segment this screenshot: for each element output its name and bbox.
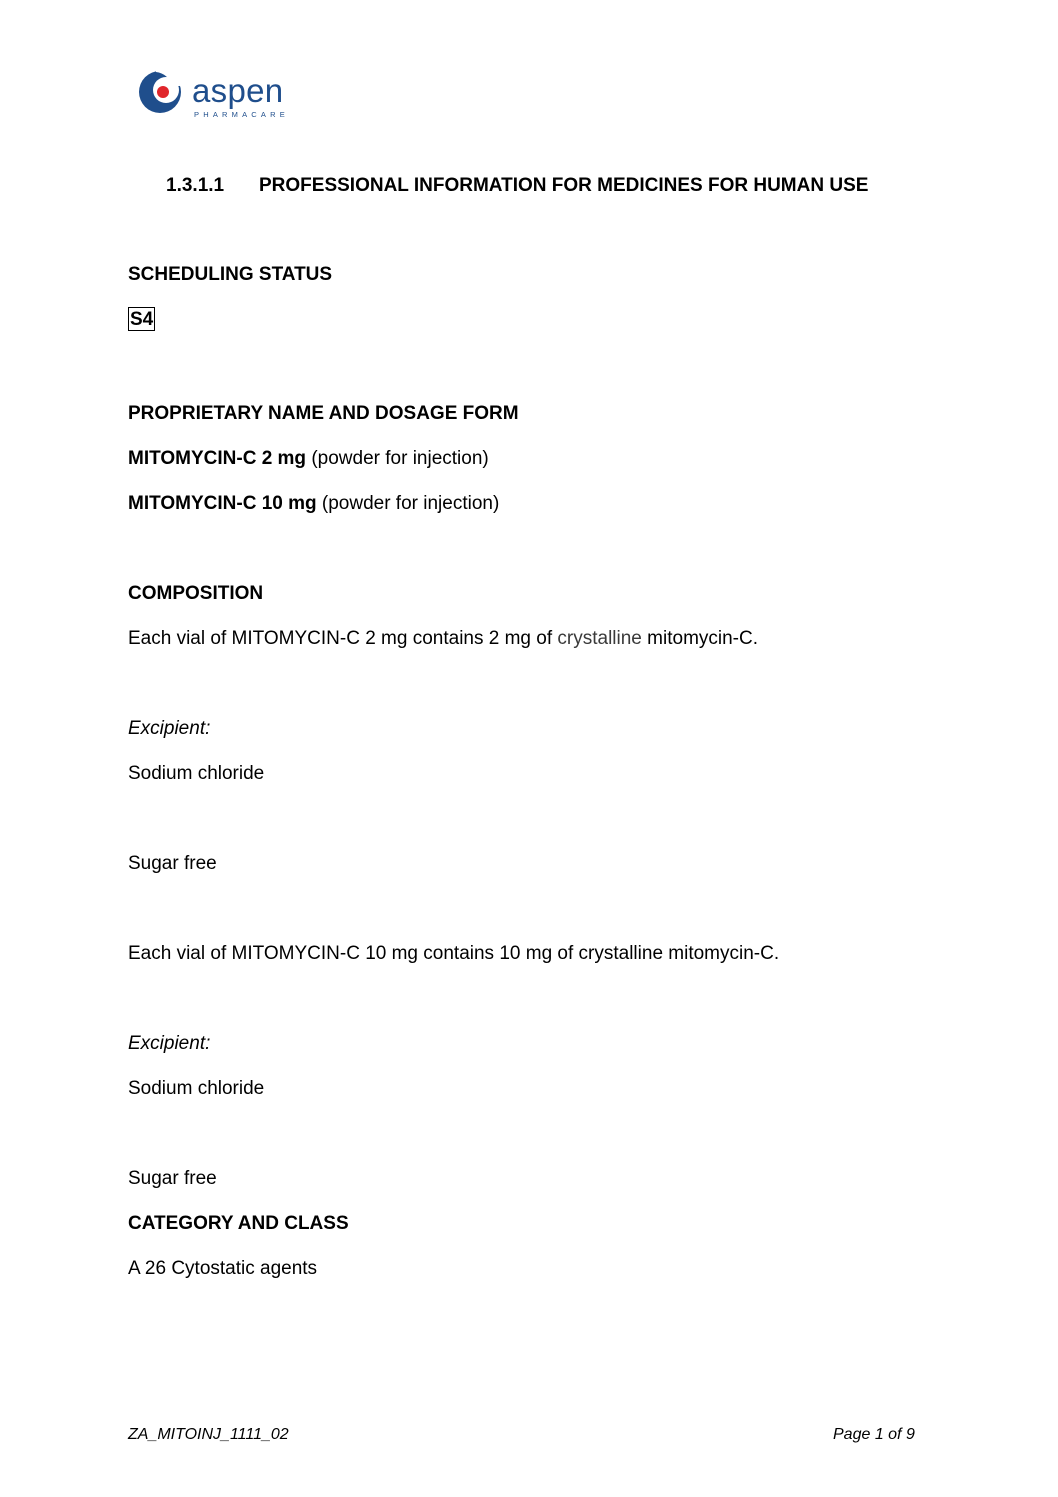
schedule-badge: S4	[130, 309, 154, 330]
proprietary-heading: PROPRIETARY NAME AND DOSAGE FORM	[128, 403, 519, 424]
excipient-value: Sodium chloride	[128, 1078, 265, 1099]
composition-text: Each vial of MITOMYCIN-C 2 mg contains 2 mg of	[128, 628, 558, 649]
section-number: 1.3.1.1	[166, 175, 225, 196]
excipient-label: Excipient:	[128, 718, 211, 739]
composition-text: mitomycin-C.	[641, 628, 759, 649]
category-heading: CATEGORY AND CLASS	[128, 1213, 349, 1234]
scheduling-value	[128, 310, 155, 329]
sugar-free-note: Sugar free	[128, 1168, 217, 1189]
category-value: A 26 Cytostatic agents	[128, 1258, 318, 1279]
logo-subtitle: PHARMACARE	[194, 110, 289, 119]
page-title: PROFESSIONAL INFORMATION FOR MEDICINES FOR HUMAN USE	[259, 175, 869, 196]
dosage-form: (powder for injection)	[316, 493, 500, 514]
excipient-label: Excipient:	[128, 1033, 211, 1054]
sugar-free-note: Sugar free	[128, 853, 217, 874]
footer-page-number: Page 1 of 9	[833, 1426, 915, 1443]
composition-10mg: Each vial of MITOMYCIN-C 10 mg contains 10 mg of crystalline mitomycin-C.	[128, 943, 780, 964]
aspen-logo	[136, 64, 311, 120]
excipient-value: Sodium chloride	[128, 763, 265, 784]
dosage-form: (powder for injection)	[306, 448, 489, 469]
aspen-logo-icon	[136, 64, 188, 116]
composition-2mg	[128, 629, 758, 648]
product-line-2mg	[128, 449, 489, 468]
scheduling-heading: SCHEDULING STATUS	[128, 264, 333, 285]
product-line-10mg	[128, 494, 499, 513]
product-name: MITOMYCIN-C 2 mg	[128, 448, 307, 469]
composition-heading: COMPOSITION	[128, 583, 264, 604]
composition-highlight: crystalline	[557, 628, 642, 649]
product-name: MITOMYCIN-C 10 mg	[128, 493, 317, 514]
footer-doc-code: ZA_MITOINJ_1111_02	[128, 1426, 289, 1443]
logo-wordmark: aspen	[192, 72, 284, 109]
